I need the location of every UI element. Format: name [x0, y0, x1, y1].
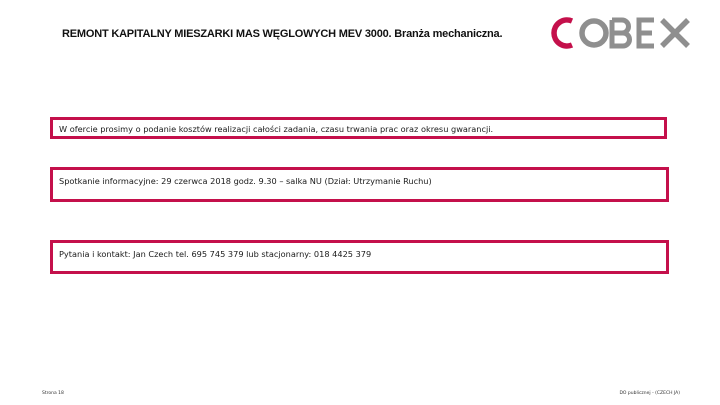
cobex-logo: [546, 14, 696, 52]
offer-requirements-text: W ofercie prosimy o podanie kosztów realizacji całości zadania, czasu trwania prac oraz okresu gwarancji.: [59, 124, 494, 134]
contact-text: Pytania i kontakt: Jan Czech tel. 695 745 379 lub stacjonarny: 018 4425 379: [59, 249, 372, 259]
offer-requirements-box: [50, 117, 667, 139]
info-meeting-box: [50, 167, 669, 202]
contact-box: [50, 240, 669, 274]
classification-label: DO publicznej - (CZECH JA): [619, 391, 680, 396]
page-number: Strona 18: [42, 391, 64, 396]
slide-title: REMONT KAPITALNY MIESZARKI MAS WĘGLOWYCH MEV 3000. Branża mechaniczna.: [62, 28, 503, 40]
info-meeting-text: Spotkanie informacyjne: 29 czerwca 2018 godz. 9.30 – salka NU (Dział: Utrzymanie Ruchu): [59, 176, 432, 186]
